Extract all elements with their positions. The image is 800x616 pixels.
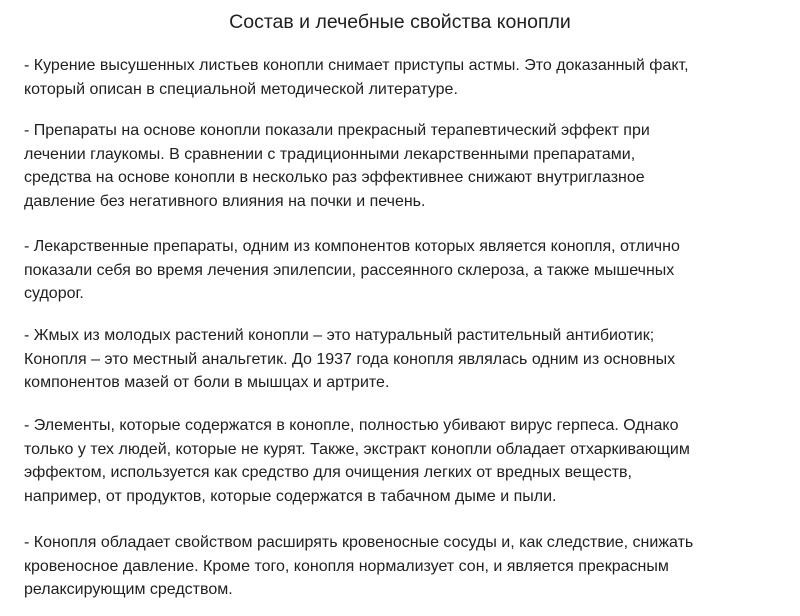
paragraph-line: Конопля – это местный анальгетик. До 1937 года конопля являлась одним из основных — [24, 350, 676, 368]
paragraph-herpes — [24, 414, 794, 508]
paragraph-line: - Конопля обладает свойством расширять кровеносные сосуды и, как следствие, снижать — [24, 534, 694, 551]
paragraph-line: - Элементы, которые содержатся в конопле, полностью убивают вирус герпеса. Однако — [24, 417, 679, 434]
document-title: Состав и лечебные свойства конопли — [229, 11, 571, 33]
paragraph-line: который описан в специальной методической литературе. — [24, 80, 458, 98]
paragraph-line: судорог. — [24, 285, 84, 302]
paragraph-line: лечении глаукомы. В сравнении с традиционными лекарственными препаратами, — [24, 145, 636, 163]
paragraph-line: - Жмых из молодых растений конопли – это натуральный растительный антибиотик; — [24, 327, 655, 344]
paragraph-line: средства на основе конопли в несколько раз эффективнее снижают внутриглазное — [24, 169, 645, 186]
paragraph-line: только у тех людей, которые не курят. Также, экстракт конопли обладает отхаркивающим — [24, 440, 690, 458]
paragraph-line: давление без негативного влияния на почки и печень. — [24, 192, 426, 210]
paragraph-line: - Курение высушенных листьев конопли снимает приступы астмы. Это доказанный факт, — [24, 57, 689, 74]
paragraph-asthma — [24, 54, 794, 101]
paragraph-line: кровеносное давление. Кроме того, конопля нормализует сон, и является прекрасным — [24, 557, 669, 575]
paragraph-line: например, от продуктов, которые содержатся в табачном дыме и пыли. — [24, 487, 557, 505]
paragraph-line: - Препараты на основе конопли показали прекрасный терапевтический эффект при — [24, 122, 650, 139]
paragraph-line: показали себя во время лечения эпилепсии, рассеянного склероза, а также мышечных — [24, 261, 675, 279]
paragraph-glaucoma — [24, 119, 794, 213]
paragraph-line: релаксирующим средством. — [24, 581, 233, 598]
paragraph-line: эффектом, используется как средство для очищения легких от вредных веществ, — [24, 464, 632, 481]
paragraph-blood-pressure — [24, 531, 794, 602]
paragraph-antibiotic — [24, 324, 794, 395]
paragraph-line: - Лекарственные препараты, одним из компонентов которых является конопля, отлично — [24, 238, 680, 255]
paragraph-line: компонентов мазей от боли в мышцах и артрите. — [24, 374, 390, 391]
paragraph-epilepsy — [24, 235, 794, 306]
